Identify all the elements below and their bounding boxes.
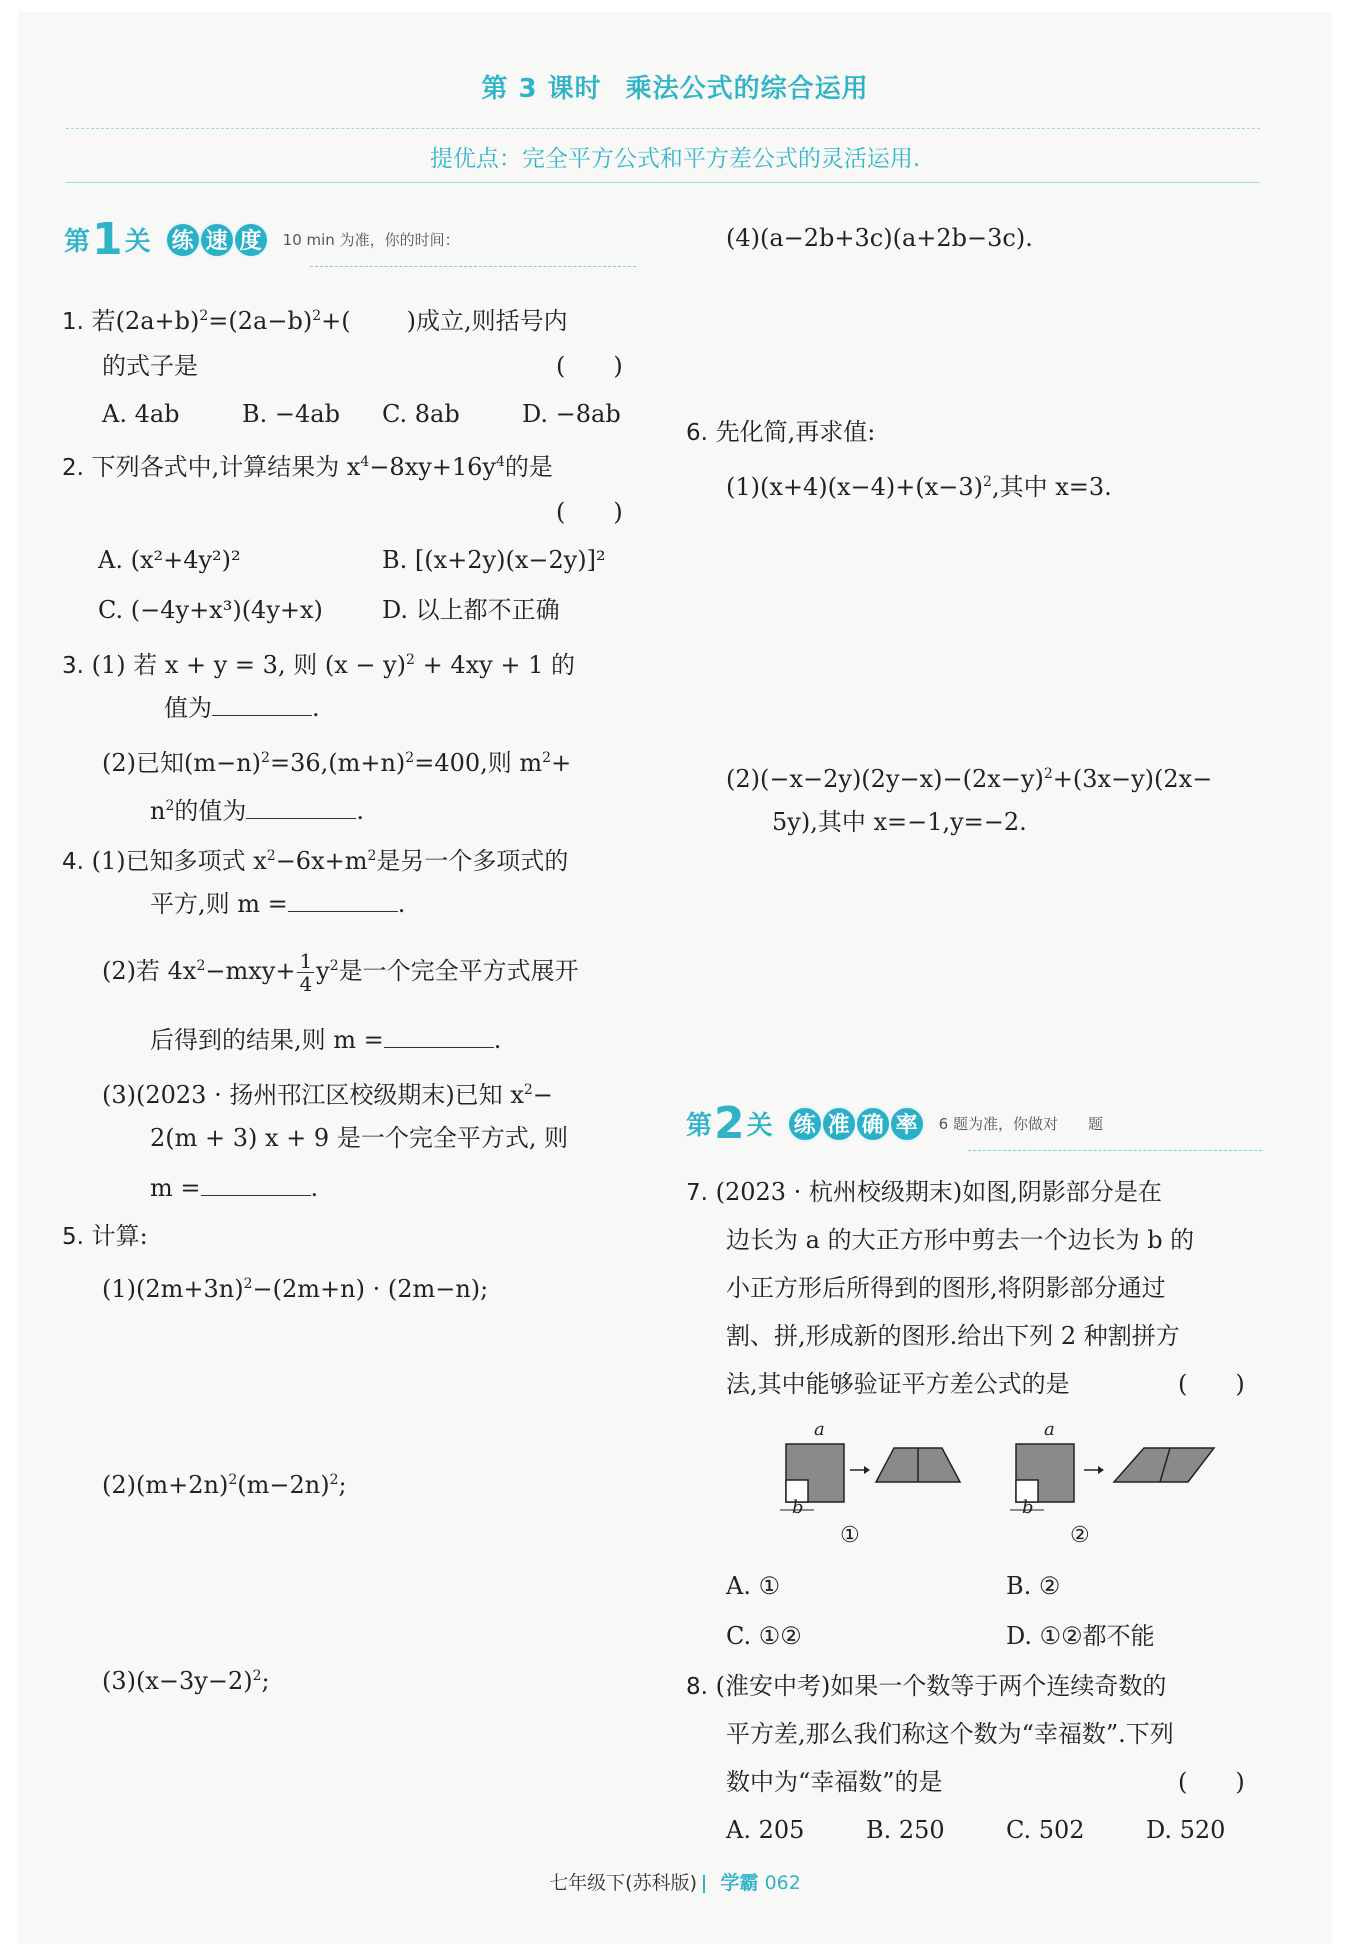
figure-1: a b ① xyxy=(768,1418,968,1558)
question-6: 6. 先化简,再求值: xyxy=(686,418,876,446)
question-3: 3. (1) 若 x + y = 3, 则 $(x - y)^2 + 4xy + 1$ 的 xyxy=(62,651,575,679)
section-2-badge: 练 准 确 率 xyxy=(787,1106,923,1142)
q2-option-d: D. 以上都不正确 xyxy=(382,596,560,624)
answer-blank[interactable] xyxy=(288,885,398,912)
q7-option-a: A. ① xyxy=(726,1572,781,1600)
section-1-number: 1 xyxy=(92,214,123,265)
q1-option-a: A. 4ab xyxy=(102,400,180,428)
figure-2-diagram xyxy=(1004,1418,1224,1558)
q8-option-d: D. 520 xyxy=(1146,1816,1226,1844)
answer-paren: ( ) xyxy=(556,352,623,380)
q8-option-c: C. 502 xyxy=(1006,1816,1085,1844)
q8-option-b: B. 250 xyxy=(866,1816,945,1844)
page-number: 062 xyxy=(764,1872,801,1894)
tip-divider xyxy=(66,182,1260,183)
section-2-line xyxy=(968,1150,1262,1151)
question-8: 8. (淮安中考)如果一个数等于两个连续奇数的 xyxy=(686,1672,1167,1700)
q7-option-d: D. ①②都不能 xyxy=(1006,1622,1155,1650)
book-label: 七年级下(苏科版) xyxy=(549,1872,697,1894)
answer-blank[interactable] xyxy=(201,1169,311,1196)
lesson-title xyxy=(0,68,1350,105)
q5-part-4: (4)(a−2b+3c)(a+2b−3c). xyxy=(726,224,1033,252)
q7-option-b: B. ② xyxy=(1006,1572,1061,1600)
tip-line: 提优点：完全平方公式和平方差公式的灵活运用. xyxy=(429,146,921,172)
section-1-note: 10 min 为准，你的时间： xyxy=(282,231,460,249)
q2-option-b: B. [(x+2y)(x−2y)]² xyxy=(382,546,606,574)
answer-paren: ( ) xyxy=(1178,1768,1245,1796)
answer-blank[interactable] xyxy=(212,689,312,716)
section-1-header: 第 1 关 练 速 度 10 min 为准，你的时间： xyxy=(64,214,460,265)
question-7: 7. (2023 · 杭州校级期末)如图,阴影部分是在 xyxy=(686,1178,1162,1206)
q1-option-c: C. 8ab xyxy=(382,400,460,428)
question-5: 5. 计算: xyxy=(62,1222,148,1250)
q1-option-b: B. −4ab xyxy=(242,400,340,428)
q8-option-a: A. 205 xyxy=(726,1816,805,1844)
brand-label: 学霸 xyxy=(720,1872,759,1894)
q2-option-a: A. (x²+4y²)² xyxy=(98,546,241,574)
question-4: 4. (1)已知多项式 $x^2-6x+m^2$是另一个多项式的 xyxy=(62,847,569,875)
q2-option-c: C. (−4y+x³)(4y+x) xyxy=(98,596,323,624)
question-1: 1. 若$(2a+b)^2=(2a-b)^2+$( )成立,则括号内 xyxy=(62,307,568,335)
answer-blank[interactable] xyxy=(384,1021,494,1048)
answer-paren: ( ) xyxy=(556,498,623,526)
figure-2: a b ② xyxy=(1004,1418,1224,1558)
header-divider xyxy=(66,128,1260,129)
page-footer xyxy=(0,1868,1350,1895)
section-1-line xyxy=(310,266,636,267)
q7-option-c: C. ①② xyxy=(726,1622,802,1650)
answer-paren: ( ) xyxy=(1178,1370,1245,1398)
section-1-badge: 练 速 度 xyxy=(165,222,267,258)
q1-option-d: D. −8ab xyxy=(522,400,621,428)
lesson-number: 第 3 课时 xyxy=(481,74,602,104)
fraction: $\frac{1}{4}$ xyxy=(299,949,313,996)
section-2-header: 第 2 关 练 准 确 率 6 题为准，你做对 题 xyxy=(686,1098,1103,1149)
question-2: 2. 下列各式中,计算结果为 $x^4-8xy+16y^4$的是 xyxy=(62,453,553,481)
answer-blank[interactable] xyxy=(246,792,356,819)
section-2-number: 2 xyxy=(714,1098,745,1149)
lesson-topic: 乘法公式的综合运用 xyxy=(625,74,869,104)
section-2-note: 6 题为准，你做对 题 xyxy=(938,1115,1103,1133)
